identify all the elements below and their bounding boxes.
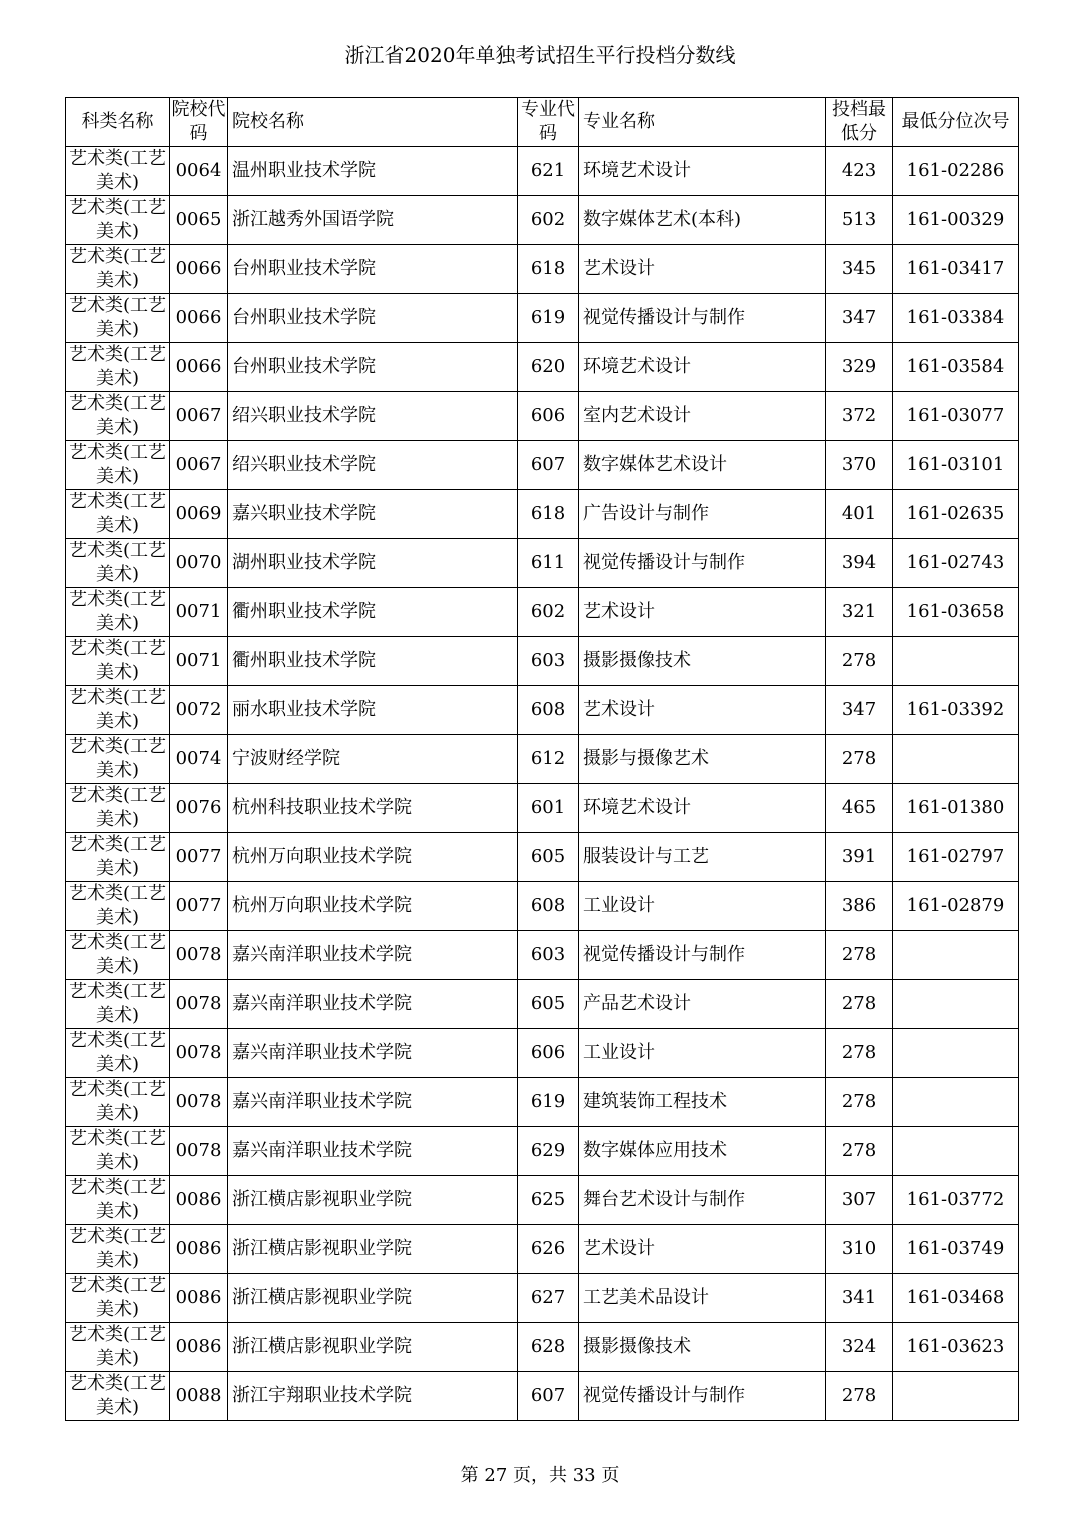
cell-min-score: 370 [826,441,893,490]
cell-major-code: 618 [518,490,579,539]
cell-school-code: 0078 [170,1029,228,1078]
cell-min-score: 347 [826,686,893,735]
cell-school-name: 杭州万向职业技术学院 [228,833,518,882]
cell-school-code: 0078 [170,931,228,980]
table-row [66,588,1019,637]
cell-category: 艺术类(工艺美术) [66,931,170,980]
cell-school-code: 0065 [170,196,228,245]
cell-major-code: 628 [518,1323,579,1372]
cell-school-code: 0076 [170,784,228,833]
cell-category: 艺术类(工艺美术) [66,735,170,784]
table-row [66,1078,1019,1127]
cell-major-name: 摄影摄像技术 [579,1323,826,1372]
header-school-name: 院校名称 [228,98,518,147]
cell-school-code: 0086 [170,1323,228,1372]
cell-min-rank: 161-03101 [893,441,1019,490]
cell-min-rank: 161-03417 [893,245,1019,294]
cell-school-code: 0086 [170,1176,228,1225]
table-row [66,1372,1019,1421]
cell-min-score: 341 [826,1274,893,1323]
cell-major-name: 数字媒体应用技术 [579,1127,826,1176]
page-title: 浙江省2020年单独考试招生平行投档分数线 [344,43,736,67]
cell-major-code: 621 [518,147,579,196]
cell-major-name: 艺术设计 [579,686,826,735]
cell-school-name: 嘉兴南洋职业技术学院 [228,1029,518,1078]
cell-major-code: 612 [518,735,579,784]
cell-major-name: 摄影摄像技术 [579,637,826,686]
cell-major-code: 603 [518,637,579,686]
table-row [66,1274,1019,1323]
cell-min-rank: 161-02879 [893,882,1019,931]
cell-school-code: 0074 [170,735,228,784]
table-row [66,1176,1019,1225]
cell-min-rank: 161-03584 [893,343,1019,392]
cell-min-rank [893,637,1019,686]
cell-category: 艺术类(工艺美术) [66,1323,170,1372]
table-row [66,490,1019,539]
cell-major-name: 数字媒体艺术设计 [579,441,826,490]
table-row [66,539,1019,588]
cell-min-score: 278 [826,1078,893,1127]
cell-min-rank [893,1127,1019,1176]
header-min-rank: 最低分位次号 [893,98,1019,147]
cell-major-name: 视觉传播设计与制作 [579,1372,826,1421]
cell-major-name: 舞台艺术设计与制作 [579,1176,826,1225]
table-body [66,147,1019,1421]
cell-school-code: 0067 [170,392,228,441]
cell-min-score: 278 [826,980,893,1029]
cell-school-name: 嘉兴南洋职业技术学院 [228,931,518,980]
cell-min-rank [893,1372,1019,1421]
cell-min-score: 307 [826,1176,893,1225]
cell-school-name: 浙江宇翔职业技术学院 [228,1372,518,1421]
cell-category: 艺术类(工艺美术) [66,1176,170,1225]
cell-school-name: 浙江横店影视职业学院 [228,1225,518,1274]
cell-min-score: 278 [826,1127,893,1176]
cell-major-code: 618 [518,245,579,294]
cell-major-name: 环境艺术设计 [579,147,826,196]
cell-school-name: 嘉兴南洋职业技术学院 [228,1078,518,1127]
cell-major-name: 环境艺术设计 [579,784,826,833]
cell-major-code: 619 [518,1078,579,1127]
cell-major-code: 626 [518,1225,579,1274]
cell-major-code: 606 [518,1029,579,1078]
cell-school-code: 0071 [170,637,228,686]
cell-major-name: 工业设计 [579,882,826,931]
cell-min-rank: 161-03772 [893,1176,1019,1225]
cell-min-score: 401 [826,490,893,539]
cell-major-name: 艺术设计 [579,588,826,637]
cell-school-name: 衢州职业技术学院 [228,637,518,686]
header-major-code: 专业代码 [518,98,579,147]
cell-major-name: 摄影与摄像艺术 [579,735,826,784]
table-row [66,931,1019,980]
header-min-score: 投档最低分 [826,98,893,147]
table-row [66,686,1019,735]
cell-min-rank [893,1078,1019,1127]
cell-min-score: 278 [826,637,893,686]
cell-min-rank: 161-03392 [893,686,1019,735]
cell-school-name: 嘉兴南洋职业技术学院 [228,1127,518,1176]
cell-min-score: 465 [826,784,893,833]
cell-school-name: 湖州职业技术学院 [228,539,518,588]
cell-school-code: 0077 [170,882,228,931]
cell-category: 艺术类(工艺美术) [66,1274,170,1323]
cell-major-code: 608 [518,686,579,735]
cell-min-rank: 161-03077 [893,392,1019,441]
cell-major-code: 601 [518,784,579,833]
cell-major-name: 广告设计与制作 [579,490,826,539]
cell-min-score: 329 [826,343,893,392]
cell-min-rank: 161-03623 [893,1323,1019,1372]
cell-major-code: 602 [518,588,579,637]
cell-category: 艺术类(工艺美术) [66,392,170,441]
cell-major-name: 艺术设计 [579,1225,826,1274]
cell-min-rank: 161-02743 [893,539,1019,588]
cell-major-code: 603 [518,931,579,980]
cell-major-code: 606 [518,392,579,441]
cell-min-score: 386 [826,882,893,931]
cell-major-code: 608 [518,882,579,931]
cell-school-name: 台州职业技术学院 [228,294,518,343]
cell-category: 艺术类(工艺美术) [66,882,170,931]
cell-school-name: 宁波财经学院 [228,735,518,784]
cell-school-name: 嘉兴职业技术学院 [228,490,518,539]
table-row [66,637,1019,686]
cell-min-rank: 161-02797 [893,833,1019,882]
cell-major-code: 619 [518,294,579,343]
header-school-code: 院校代码 [170,98,228,147]
score-table [65,97,1019,1421]
cell-school-name: 浙江横店影视职业学院 [228,1274,518,1323]
cell-min-rank: 161-00329 [893,196,1019,245]
cell-category: 艺术类(工艺美术) [66,1029,170,1078]
table-row [66,1029,1019,1078]
cell-min-score: 310 [826,1225,893,1274]
cell-category: 艺术类(工艺美术) [66,1078,170,1127]
cell-school-name: 浙江横店影视职业学院 [228,1323,518,1372]
cell-school-code: 0067 [170,441,228,490]
cell-school-name: 台州职业技术学院 [228,343,518,392]
cell-category: 艺术类(工艺美术) [66,1372,170,1421]
table-row [66,196,1019,245]
cell-min-score: 372 [826,392,893,441]
cell-category: 艺术类(工艺美术) [66,441,170,490]
cell-min-score: 278 [826,931,893,980]
cell-major-name: 数字媒体艺术(本科) [579,196,826,245]
cell-major-name: 建筑装饰工程技术 [579,1078,826,1127]
cell-min-score: 278 [826,735,893,784]
cell-major-name: 产品艺术设计 [579,980,826,1029]
cell-category: 艺术类(工艺美术) [66,980,170,1029]
cell-category: 艺术类(工艺美术) [66,1225,170,1274]
table-row [66,343,1019,392]
cell-category: 艺术类(工艺美术) [66,1127,170,1176]
cell-min-score: 321 [826,588,893,637]
cell-school-code: 0077 [170,833,228,882]
cell-category: 艺术类(工艺美术) [66,588,170,637]
cell-school-code: 0071 [170,588,228,637]
cell-major-name: 室内艺术设计 [579,392,826,441]
cell-school-code: 0078 [170,1078,228,1127]
cell-school-name: 丽水职业技术学院 [228,686,518,735]
cell-school-name: 温州职业技术学院 [228,147,518,196]
cell-school-name: 绍兴职业技术学院 [228,392,518,441]
cell-category: 艺术类(工艺美术) [66,196,170,245]
cell-major-code: 611 [518,539,579,588]
cell-min-rank: 161-01380 [893,784,1019,833]
cell-major-code: 625 [518,1176,579,1225]
cell-min-score: 345 [826,245,893,294]
page-footer: 第 27 页，共 33 页 [460,1465,620,1486]
cell-school-code: 0066 [170,343,228,392]
cell-school-code: 0069 [170,490,228,539]
cell-major-code: 629 [518,1127,579,1176]
cell-min-score: 394 [826,539,893,588]
header-category: 科类名称 [66,98,170,147]
cell-min-score: 324 [826,1323,893,1372]
cell-min-rank: 161-03658 [893,588,1019,637]
cell-major-code: 602 [518,196,579,245]
table-row [66,245,1019,294]
cell-category: 艺术类(工艺美术) [66,490,170,539]
cell-school-name: 绍兴职业技术学院 [228,441,518,490]
cell-min-rank [893,1029,1019,1078]
cell-major-name: 视觉传播设计与制作 [579,294,826,343]
table-row [66,980,1019,1029]
table-row [66,294,1019,343]
cell-school-code: 0086 [170,1225,228,1274]
header-major-name: 专业名称 [579,98,826,147]
cell-school-code: 0066 [170,245,228,294]
cell-school-name: 杭州万向职业技术学院 [228,882,518,931]
table-header-row [66,98,1019,147]
cell-school-name: 浙江越秀外国语学院 [228,196,518,245]
cell-school-code: 0070 [170,539,228,588]
cell-major-code: 620 [518,343,579,392]
cell-school-code: 0072 [170,686,228,735]
cell-school-code: 0088 [170,1372,228,1421]
cell-category: 艺术类(工艺美术) [66,833,170,882]
cell-school-name: 浙江横店影视职业学院 [228,1176,518,1225]
cell-category: 艺术类(工艺美术) [66,637,170,686]
cell-category: 艺术类(工艺美术) [66,686,170,735]
cell-category: 艺术类(工艺美术) [66,539,170,588]
cell-min-score: 423 [826,147,893,196]
cell-category: 艺术类(工艺美术) [66,343,170,392]
cell-min-rank: 161-02635 [893,490,1019,539]
cell-min-score: 391 [826,833,893,882]
cell-major-name: 工艺美术品设计 [579,1274,826,1323]
cell-school-code: 0064 [170,147,228,196]
table-row [66,882,1019,931]
cell-major-code: 605 [518,980,579,1029]
cell-major-code: 607 [518,1372,579,1421]
cell-min-score: 278 [826,1372,893,1421]
cell-min-score: 278 [826,1029,893,1078]
cell-category: 艺术类(工艺美术) [66,294,170,343]
cell-category: 艺术类(工艺美术) [66,784,170,833]
cell-major-name: 环境艺术设计 [579,343,826,392]
cell-category: 艺术类(工艺美术) [66,245,170,294]
cell-major-name: 视觉传播设计与制作 [579,539,826,588]
cell-min-rank: 161-02286 [893,147,1019,196]
cell-category: 艺术类(工艺美术) [66,147,170,196]
table-row [66,735,1019,784]
cell-major-name: 服装设计与工艺 [579,833,826,882]
cell-min-rank: 161-03468 [893,1274,1019,1323]
cell-min-rank [893,980,1019,1029]
cell-school-code: 0078 [170,980,228,1029]
cell-major-code: 607 [518,441,579,490]
cell-min-rank: 161-03749 [893,1225,1019,1274]
table-row [66,833,1019,882]
cell-major-code: 627 [518,1274,579,1323]
cell-min-rank: 161-03384 [893,294,1019,343]
table-row [66,441,1019,490]
table-row [66,1225,1019,1274]
cell-school-code: 0086 [170,1274,228,1323]
cell-major-code: 605 [518,833,579,882]
cell-major-name: 工业设计 [579,1029,826,1078]
table-row [66,1323,1019,1372]
cell-major-name: 艺术设计 [579,245,826,294]
table-row [66,1127,1019,1176]
cell-school-code: 0078 [170,1127,228,1176]
cell-school-code: 0066 [170,294,228,343]
cell-major-name: 视觉传播设计与制作 [579,931,826,980]
cell-school-name: 杭州科技职业技术学院 [228,784,518,833]
table-row [66,147,1019,196]
cell-min-rank [893,931,1019,980]
cell-min-score: 347 [826,294,893,343]
cell-min-score: 513 [826,196,893,245]
cell-school-name: 嘉兴南洋职业技术学院 [228,980,518,1029]
cell-school-name: 台州职业技术学院 [228,245,518,294]
cell-school-name: 衢州职业技术学院 [228,588,518,637]
table-row [66,784,1019,833]
cell-min-rank [893,735,1019,784]
table-row [66,392,1019,441]
